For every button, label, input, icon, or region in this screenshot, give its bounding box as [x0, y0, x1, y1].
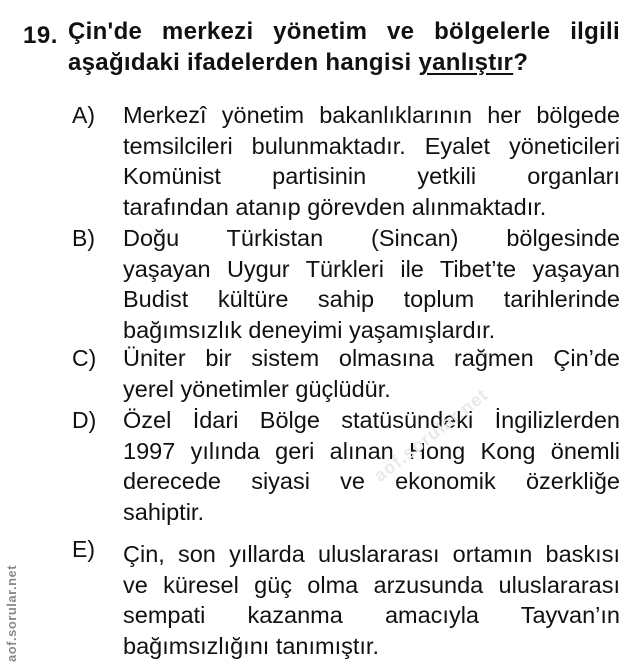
question-stem-text: aşağıdaki ifadelerden hangisi — [68, 49, 419, 76]
option-line: derecede siyasi ve ekonomik özerkliğe — [123, 468, 620, 494]
option-letter: E) — [72, 536, 95, 562]
option-line: Özel İdari Bölge statüsündeki İngilizlerden — [123, 407, 620, 433]
question-stem-line — [68, 47, 620, 78]
option-letter: D) — [72, 407, 97, 433]
option-line: 1997 yılında geri alınan Hong Kong önemli — [123, 437, 620, 464]
side-watermark: aof.sorular.net — [4, 564, 19, 662]
option-line: ve küresel güç olma arzusunda uluslararası — [123, 571, 620, 598]
question-mark: ? — [513, 49, 529, 76]
question-number: 19. — [23, 22, 58, 49]
option-line: sahiptir. — [123, 498, 204, 525]
question-stem — [68, 16, 620, 78]
option-line: Üniter bir sistem olmasına rağmen Çin’de — [123, 345, 620, 371]
option-letter: C) — [72, 345, 97, 371]
option-text — [123, 405, 620, 527]
option-line: bağımsızlık deneyimi yaşamışlardır. — [123, 316, 496, 343]
option-line: bağımsızlığını tanımıştır. — [123, 632, 379, 659]
question-stem-line: Çin'de merkezi yönetim ve bölgelerle ilgili — [68, 18, 620, 45]
option-text — [123, 343, 620, 404]
option-line: Doğu Türkistan (Sincan) bölgesinde — [123, 225, 620, 251]
option-text — [123, 100, 620, 222]
option-letter: A) — [72, 102, 95, 128]
option-line: temsilcileri bulunmaktadır. Eyalet yöneticileri — [123, 132, 620, 159]
option-line: yerel yönetimler güçlüdür. — [123, 375, 391, 402]
option-line: yaşayan Uygur Türkleri ile Tibet’te yaşayan — [123, 255, 620, 282]
option-line: Budist kültüre sahip toplum tarihlerinde — [123, 286, 620, 312]
option-text — [123, 539, 620, 661]
option-letter: B) — [72, 225, 95, 251]
option-line: Komünist partisinin yetkili organları — [123, 163, 620, 189]
option-line: Çin, son yıllarda uluslararası ortamın baskısı — [123, 541, 620, 567]
option-text — [123, 223, 620, 345]
question-emphasis-word: yanlıştır — [418, 49, 514, 76]
diagonal-watermark: aof.sorular.net — [370, 384, 492, 486]
option-line: sempati kazanma amacıyla Tayvan’ın — [123, 602, 620, 628]
option-line: tarafından atanıp görevden alınmaktadır. — [123, 193, 547, 220]
option-line: Merkezî yönetim bakanlıklarının her bölgede — [123, 102, 620, 128]
